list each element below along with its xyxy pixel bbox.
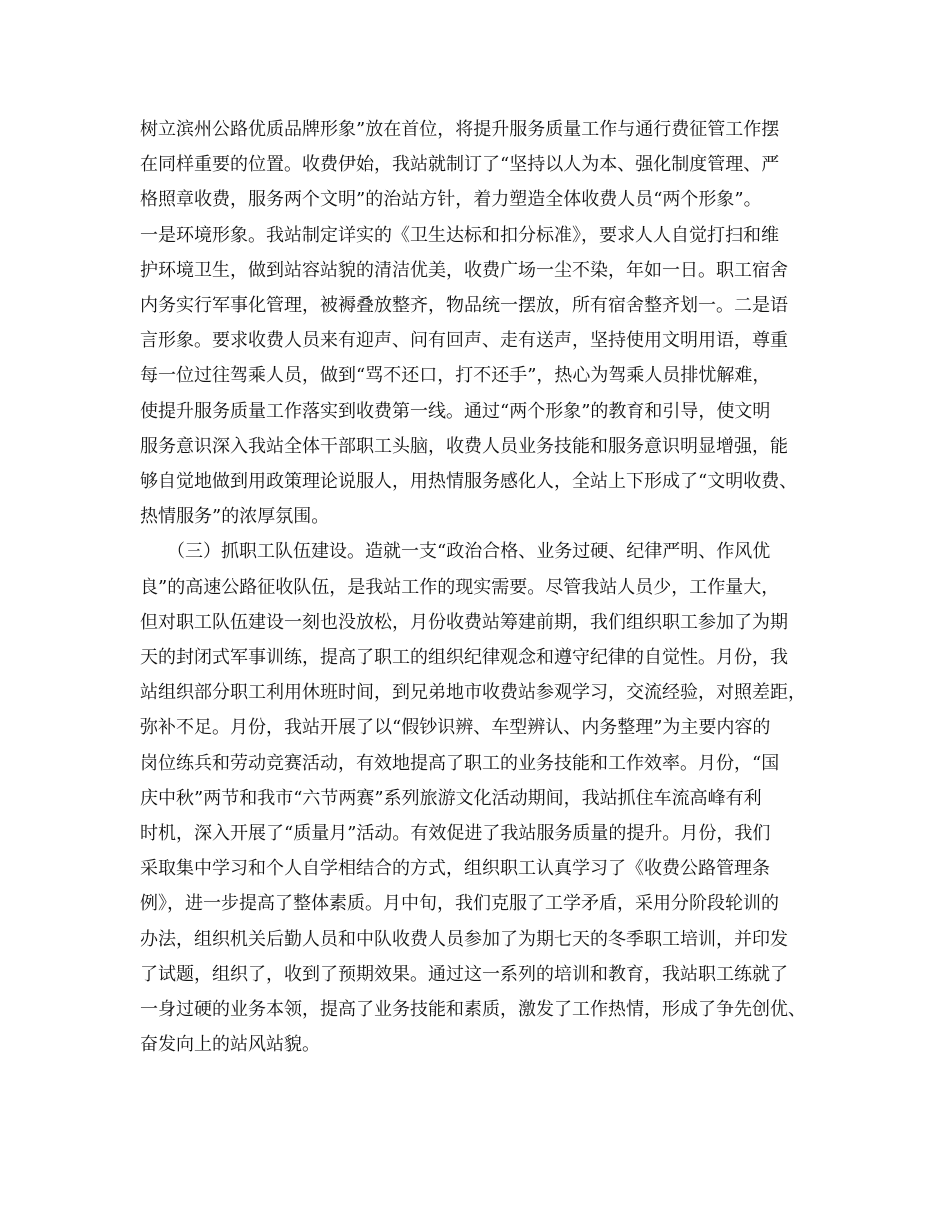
paragraph-staff-building: （三）抓职工队伍建设。造就一支“政治合格、业务过硬、纪律严明、作风优 良”的高速公路征收队伍，是我站工作的现实需要。尽管我站人员少，工作量大， 但对职工队伍建设一刻也没放松，月份收费站筹建前期，我们组织职工参加了为期 天的封闭式军事训练，提高了职工的组织纪律观念和遵守纪律的自觉性。月份，我 站组织部分职工利用休班时间，到兄弟地市收费站参观学习，交流经验，对照差距， 弥补不足。月份，我站开展了以“假钞识辨、车型辨认、内务整理”为主要内容的 岗位练兵和劳动竞赛活动，有效地提高了职工的业务技能和工作效率。月份，“国 庆中秋”两节和我市“六节两赛”系列旅游文化活动期间，我站抓住车流高峰有利 时机，深入开展了“质量月”活动。有效促进了我站服务质量的提升。月份，我们 采取集中学习和个人自学相结合的方式，组织职工认真学习了《收费公路管理条 例》，进一步提高了整体素质。月中旬，我们克服了工学矛盾，采用分阶段轮训的 办法，组织机关后勤人员和中队收费人员参加了为期七天的冬季职工培训，并印发 了试题，组织了，收到了预期效果。通过这一系列的培训和教育，我站职工练就了 一身过硬的业务本领，提高了业务技能和素质，激发了工作热情，形成了争先创优、 奋发向上的站风站貌。 (140, 541, 806, 1056)
document-body (140, 112, 820, 1062)
paragraph-service-image: 树立滨州公路优质品牌形象”放在首位，将提升服务质量工作与通行费征管工作摆 在同样重要的位置。收费伊始，我站就制订了“坚持以人为本、强化制度管理、严 格照章收费，服务两个文明”的治站方针，着力塑造全体收费人员“两个形象”。 一是环境形象。我站制定详实的《卫生达标和扣分标准》，要求人人自觉打扫和维 护环境卫生，做到站容站貌的清洁优美，收费广场一尘不染，年如一日。职工宿舍 内务实行军事化管理，被褥叠放整齐，物品统一摆放，所有宿舍整齐划一。二是语 言形象。要求收费人员来有迎声、问有回声、走有送声，坚持使用文明用语，尊重 每一位过往驾乘人员，做到“骂不还口，打不还手”，热心为驾乘人员排忧解难， 使提升服务质量工作落实到收费第一线。通过“两个形象”的教育和引导，使文明 服务意识深入我站全体干部职工头脑，收费人员业务技能和服务意识明显增强，能 够自觉地做到用政策理论说服人，用热情服务感化人，全站上下形成了“文明收费、 热情服务”的浓厚氛围。 (140, 119, 798, 528)
